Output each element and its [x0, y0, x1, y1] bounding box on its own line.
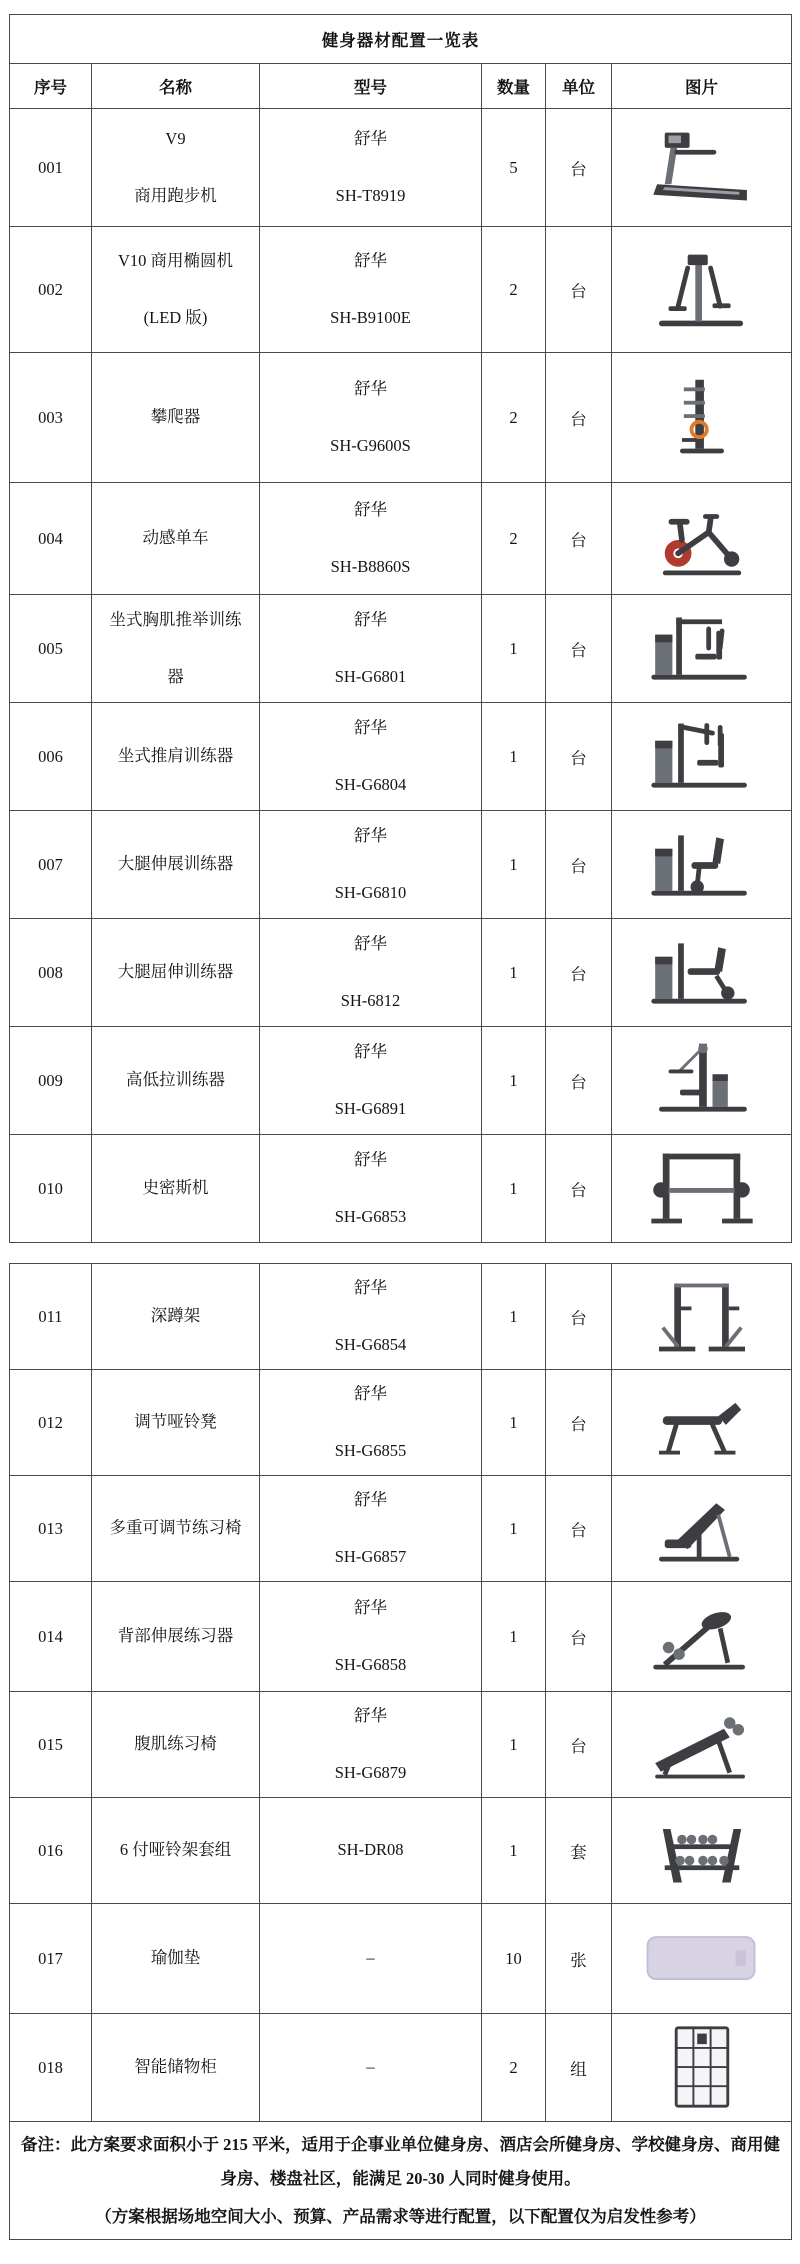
image-cell: [612, 1264, 792, 1370]
unit-cell: 台: [546, 227, 612, 353]
model-line: 舒华: [354, 250, 387, 270]
name-cell: [92, 1798, 260, 1904]
image-cell: [612, 1582, 792, 1692]
column-header: 名称: [92, 64, 260, 109]
image-cell: [612, 227, 792, 353]
model-line: SH-G6853: [334, 1206, 407, 1226]
equipment-row-016: [10, 1798, 792, 1904]
name-cell: [92, 919, 260, 1027]
quantity-cell: 1: [482, 1135, 546, 1243]
name-line: V9: [165, 128, 186, 148]
name-line: 大腿屈伸训练器: [117, 962, 234, 982]
name-cell: [92, 109, 260, 227]
name-line: 攀爬器: [150, 407, 201, 427]
model-line-stack: [264, 2057, 477, 2078]
unit-cell: 台: [546, 1476, 612, 1582]
model-line: 舒华: [354, 717, 387, 737]
name-line-stack: [96, 1626, 255, 1647]
model-line: SH-B9100E: [330, 307, 411, 327]
serial-cell: 016: [10, 1798, 92, 1904]
note-row: [10, 2122, 792, 2240]
model-line: SH-B8860S: [330, 556, 411, 576]
name-line: 史密斯机: [142, 1178, 209, 1198]
table-section-gap: [9, 1243, 791, 1263]
model-cell: [260, 1692, 482, 1798]
model-line-stack: [264, 500, 477, 577]
equipment-row-002: [10, 227, 792, 353]
quantity-cell: 5: [482, 109, 546, 227]
model-line-stack: [264, 1840, 477, 1861]
equipment-row-001: [10, 109, 792, 227]
name-line-stack: [96, 2057, 255, 2078]
name-cell: [92, 1370, 260, 1476]
model-line: 舒华: [354, 378, 387, 398]
model-cell: [260, 1264, 482, 1370]
serial-cell: 003: [10, 353, 92, 483]
equipment-row-003: [10, 353, 792, 483]
note-paragraph: [14, 2128, 787, 2196]
image-cell: [612, 1692, 792, 1798]
quantity-cell: 1: [482, 919, 546, 1027]
model-cell: [260, 595, 482, 703]
equipment-row-005: [10, 595, 792, 703]
quantity-cell: 2: [482, 353, 546, 483]
name-cell: [92, 353, 260, 483]
model-line-stack: [264, 1598, 477, 1675]
model-line: –: [366, 1948, 375, 1968]
lat-pulley-image: [616, 1038, 787, 1124]
unit-cell: 台: [546, 1135, 612, 1243]
name-cell: [92, 703, 260, 811]
equipment-table-secondary: [9, 1263, 792, 2240]
model-line-stack: [264, 129, 477, 206]
name-line: (LED 版): [143, 307, 208, 327]
unit-cell: 台: [546, 1027, 612, 1135]
name-cell: [92, 1582, 260, 1692]
equipment-row-018: [10, 2014, 792, 2122]
quantity-cell: 1: [482, 811, 546, 919]
equipment-row-010: [10, 1135, 792, 1243]
model-line: SH-G6854: [334, 1334, 407, 1354]
name-line: 高低拉训练器: [126, 1070, 225, 1090]
model-cell: [260, 2014, 482, 2122]
image-cell: [612, 483, 792, 595]
model-line: SH-G6858: [334, 1654, 407, 1674]
model-line-stack: [264, 934, 477, 1011]
unit-cell: 台: [546, 483, 612, 595]
image-cell: [612, 1027, 792, 1135]
note-label: 备注：: [21, 2135, 71, 2154]
equipment-row-011: [10, 1264, 792, 1370]
quantity-cell: 1: [482, 1027, 546, 1135]
model-line: SH-G9600S: [330, 435, 411, 455]
shoulder-press-image: [616, 714, 787, 800]
adjustable-bench-image: [616, 1486, 787, 1572]
name-line-stack: [96, 1948, 255, 1969]
name-line-stack: [96, 1306, 255, 1327]
serial-cell: 009: [10, 1027, 92, 1135]
model-line-stack: [264, 1948, 477, 1969]
serial-cell: 008: [10, 919, 92, 1027]
name-line-stack: [96, 1518, 255, 1539]
name-line: 商用跑步机: [134, 185, 217, 205]
quantity-cell: 1: [482, 1370, 546, 1476]
name-line: 深蹲架: [150, 1306, 201, 1326]
model-line: SH-G6857: [334, 1546, 407, 1566]
model-line: 舒华: [354, 1041, 387, 1061]
climber-image: [616, 375, 787, 461]
unit-cell: 台: [546, 703, 612, 811]
model-cell: [260, 109, 482, 227]
serial-cell: 005: [10, 595, 92, 703]
model-line: SH-G6810: [334, 882, 407, 902]
image-cell: [612, 595, 792, 703]
model-line: 舒华: [354, 1383, 387, 1403]
leg-extension-image: [616, 822, 787, 908]
chest-press-image: [616, 606, 787, 692]
serial-cell: 001: [10, 109, 92, 227]
model-cell: [260, 703, 482, 811]
serial-cell: 010: [10, 1135, 92, 1243]
name-line: 6 付哑铃架套组: [119, 1840, 232, 1860]
treadmill-image: [616, 125, 787, 211]
name-line-stack: [96, 528, 255, 549]
column-header: 单位: [546, 64, 612, 109]
unit-cell: 组: [546, 2014, 612, 2122]
smith-machine-image: [616, 1146, 787, 1232]
model-line: –: [366, 2057, 375, 2077]
model-line: SH-G6804: [334, 774, 407, 794]
quantity-cell: 1: [482, 1582, 546, 1692]
name-line: 智能储物柜: [134, 2057, 217, 2077]
model-cell: [260, 1904, 482, 2014]
serial-cell: 011: [10, 1264, 92, 1370]
unit-cell: 台: [546, 1582, 612, 1692]
serial-cell: 012: [10, 1370, 92, 1476]
model-line: SH-DR08: [337, 1840, 404, 1860]
model-line: 舒华: [354, 933, 387, 953]
name-line-stack: [96, 1070, 255, 1091]
name-line: 背部伸展练习器: [117, 1626, 234, 1646]
name-line: V10 商用椭圆机: [117, 250, 234, 270]
model-cell: [260, 1027, 482, 1135]
image-cell: [612, 811, 792, 919]
image-cell: [612, 2014, 792, 2122]
model-line: 舒华: [354, 1277, 387, 1297]
model-line: 舒华: [354, 128, 387, 148]
unit-cell: 台: [546, 595, 612, 703]
serial-cell: 015: [10, 1692, 92, 1798]
name-cell: [92, 1027, 260, 1135]
image-cell: [612, 1904, 792, 2014]
image-cell: [612, 1370, 792, 1476]
unit-cell: 台: [546, 353, 612, 483]
dumbbell-bench-image: [616, 1380, 787, 1466]
model-line-stack: [264, 1490, 477, 1567]
model-line-stack: [264, 1278, 477, 1355]
model-line: SH-G6879: [334, 1762, 407, 1782]
name-line-stack: [96, 407, 255, 428]
equipment-table-main: [9, 14, 792, 1243]
unit-cell: 套: [546, 1798, 612, 1904]
model-line-stack: [264, 1384, 477, 1461]
quantity-cell: 2: [482, 227, 546, 353]
quantity-cell: 2: [482, 2014, 546, 2122]
model-line-stack: [264, 1042, 477, 1119]
name-line: 坐式推肩训练器: [117, 746, 234, 766]
image-cell: [612, 919, 792, 1027]
name-line: 调节哑铃凳: [134, 1412, 217, 1432]
note-body: 此方案要求面积小于 215 平米，适用于企事业单位健身房、酒店会所健身房、学校健身房、商用健身房、楼盘社区，能满足 20-30 人同时健身使用。: [70, 2135, 780, 2188]
model-line: SH-6812: [340, 990, 401, 1010]
note-section: [10, 2122, 792, 2240]
model-line: SH-T8919: [335, 185, 406, 205]
image-cell: [612, 703, 792, 811]
column-header: 数量: [482, 64, 546, 109]
model-cell: [260, 1582, 482, 1692]
equipment-row-013: [10, 1476, 792, 1582]
name-line-stack: [96, 854, 255, 875]
name-line-stack: [96, 1412, 255, 1433]
quantity-cell: 1: [482, 1692, 546, 1798]
name-cell: [92, 227, 260, 353]
yoga-mat-image: [616, 1916, 787, 2002]
quantity-cell: 10: [482, 1904, 546, 2014]
model-cell: [260, 1370, 482, 1476]
serial-cell: 018: [10, 2014, 92, 2122]
name-cell: [92, 1692, 260, 1798]
equipment-row-006: [10, 703, 792, 811]
quantity-cell: 1: [482, 1264, 546, 1370]
serial-cell: 004: [10, 483, 92, 595]
name-line-stack: [96, 962, 255, 983]
equipment-row-014: [10, 1582, 792, 1692]
quantity-cell: 1: [482, 595, 546, 703]
model-cell: [260, 1135, 482, 1243]
name-cell: [92, 1135, 260, 1243]
unit-cell: 台: [546, 1264, 612, 1370]
name-line-stack: [96, 129, 255, 206]
name-line-stack: [96, 746, 255, 767]
equipment-row-017: [10, 1904, 792, 2014]
name-cell: [92, 1264, 260, 1370]
name-line: 多重可调节练习椅: [109, 1518, 242, 1538]
model-line: 舒华: [354, 1705, 387, 1725]
model-line-stack: [264, 718, 477, 795]
header-row: [10, 64, 792, 109]
model-line: SH-G6801: [334, 666, 407, 686]
name-cell: [92, 1476, 260, 1582]
model-line-stack: [264, 610, 477, 687]
model-cell: [260, 227, 482, 353]
equipment-row-007: [10, 811, 792, 919]
column-header: 图片: [612, 64, 792, 109]
unit-cell: 台: [546, 109, 612, 227]
squat-rack-image: [616, 1274, 787, 1360]
name-line-stack: [96, 1840, 255, 1861]
serial-cell: 017: [10, 1904, 92, 2014]
name-cell: [92, 483, 260, 595]
model-line: SH-G6891: [334, 1098, 407, 1118]
note-parenthetical: （方案根据场地空间大小、预算、产品需求等进行配置，以下配置仅为启发性参考）: [95, 2206, 706, 2226]
model-line-stack: [264, 251, 477, 328]
model-line: 舒华: [354, 499, 387, 519]
model-cell: [260, 1798, 482, 1904]
equipment-row-009: [10, 1027, 792, 1135]
name-line: 动感单车: [142, 528, 209, 548]
name-line-stack: [96, 610, 255, 687]
name-line: 腹肌练习椅: [134, 1734, 217, 1754]
model-line: SH-G6855: [334, 1440, 407, 1460]
name-cell: [92, 811, 260, 919]
back-extension-image: [616, 1594, 787, 1680]
model-line: 舒华: [354, 1149, 387, 1169]
serial-cell: 002: [10, 227, 92, 353]
model-line-stack: [264, 826, 477, 903]
model-line: 舒华: [354, 1489, 387, 1509]
image-cell: [612, 353, 792, 483]
equipment-row-008: [10, 919, 792, 1027]
model-cell: [260, 811, 482, 919]
image-cell: [612, 1798, 792, 1904]
title-row: [10, 15, 792, 64]
unit-cell: 台: [546, 811, 612, 919]
model-line: 舒华: [354, 609, 387, 629]
equipment-row-004: [10, 483, 792, 595]
name-line: 坐式胸肌推举训练: [109, 609, 242, 629]
model-line-stack: [264, 1150, 477, 1227]
column-header: 序号: [10, 64, 92, 109]
name-line: 器: [167, 666, 184, 686]
quantity-cell: 1: [482, 1798, 546, 1904]
document-page: [9, 14, 791, 2240]
image-cell: [612, 1135, 792, 1243]
equipment-row-015: [10, 1692, 792, 1798]
name-cell: [92, 2014, 260, 2122]
name-line-stack: [96, 1734, 255, 1755]
model-line: 舒华: [354, 1597, 387, 1617]
elliptical-image: [616, 247, 787, 333]
serial-cell: 014: [10, 1582, 92, 1692]
model-cell: [260, 1476, 482, 1582]
unit-cell: 台: [546, 919, 612, 1027]
unit-cell: 台: [546, 1370, 612, 1476]
quantity-cell: 1: [482, 1476, 546, 1582]
serial-cell: 006: [10, 703, 92, 811]
model-line: 舒华: [354, 825, 387, 845]
equipment-row-012: [10, 1370, 792, 1476]
ab-bench-image: [616, 1702, 787, 1788]
name-cell: [92, 595, 260, 703]
page-title: 健身器材配置一览表: [10, 15, 792, 64]
name-line: 大腿伸展训练器: [117, 854, 234, 874]
model-cell: [260, 483, 482, 595]
name-line-stack: [96, 251, 255, 328]
name-cell: [92, 1904, 260, 2014]
image-cell: [612, 1476, 792, 1582]
name-line-stack: [96, 1178, 255, 1199]
column-header: 型号: [260, 64, 482, 109]
serial-cell: 007: [10, 811, 92, 919]
quantity-cell: 1: [482, 703, 546, 811]
name-line: 瑜伽垫: [150, 1948, 201, 1968]
locker-image: [616, 2025, 787, 2111]
quantity-cell: 2: [482, 483, 546, 595]
image-cell: [612, 109, 792, 227]
model-cell: [260, 353, 482, 483]
serial-cell: 013: [10, 1476, 92, 1582]
unit-cell: 张: [546, 1904, 612, 2014]
spin-bike-image: [616, 496, 787, 582]
unit-cell: 台: [546, 1692, 612, 1798]
leg-curl-image: [616, 930, 787, 1016]
model-cell: [260, 919, 482, 1027]
model-line-stack: [264, 379, 477, 456]
model-line-stack: [264, 1706, 477, 1783]
dumbbell-rack-image: [616, 1808, 787, 1894]
